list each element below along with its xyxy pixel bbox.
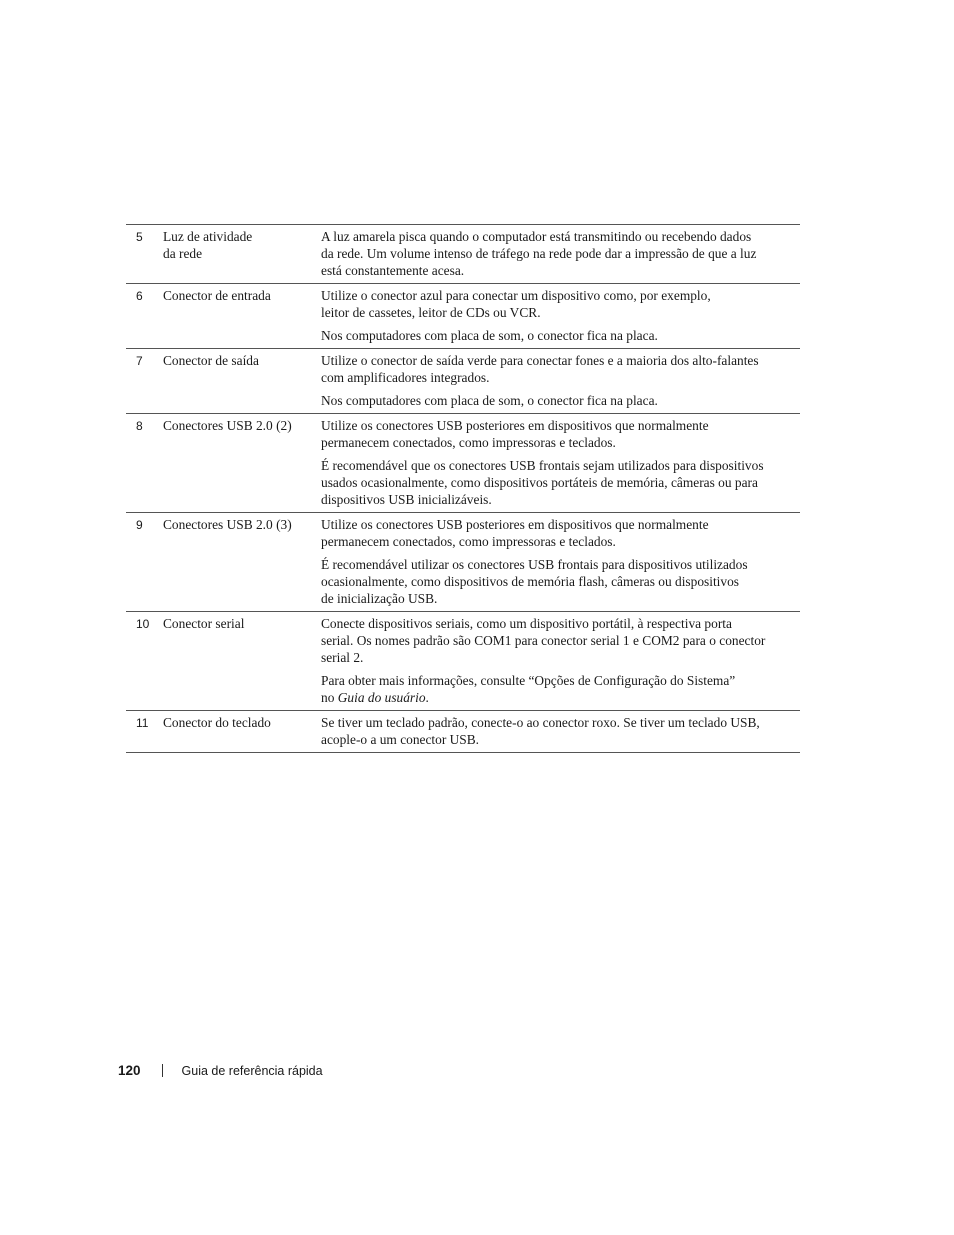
description-line: no Guia do usuário. [321, 690, 429, 705]
description-line: serial 2. [321, 650, 364, 665]
table-row [126, 225, 800, 284]
description-line: Conecte dispositivos seriais, como um dispositivo portátil, à respectiva porta [321, 616, 732, 631]
connector-name [163, 516, 321, 607]
row-number: 6 [136, 289, 143, 303]
table-row [126, 284, 800, 349]
description-paragraph [321, 556, 800, 607]
row-number: 8 [136, 419, 143, 433]
row-number: 10 [136, 617, 150, 631]
description-line: Para obter mais informações, consulte “Opções de Configuração do Sistema” [321, 673, 736, 688]
description-line: acople-o a um conector USB. [321, 732, 480, 747]
connector-description [321, 287, 800, 344]
connector-description [321, 228, 800, 279]
table-row [126, 414, 800, 513]
footer-title: Guia de referência rápida [181, 1063, 323, 1078]
description-line: Utilize os conectores USB posteriores em dispositivos que normalmente [321, 517, 709, 532]
connector-name-line: da rede [163, 246, 203, 261]
row-number: 5 [136, 230, 143, 244]
description-paragraph [321, 327, 800, 344]
description-paragraph [321, 417, 800, 451]
connector-description [321, 714, 800, 748]
connector-name-line: Conector de saída [163, 353, 259, 368]
page-footer [118, 1063, 323, 1078]
description-line: Se tiver um teclado padrão, conecte-o ao conector roxo. Se tiver um teclado USB, [321, 715, 760, 730]
description-paragraph [321, 392, 800, 409]
connector-name-line: Conector do teclado [163, 715, 271, 730]
connector-description [321, 615, 800, 706]
description-line: É recomendável que os conectores USB frontais sejam utilizados para dispositivos [321, 458, 764, 473]
description-paragraph [321, 672, 800, 706]
connector-name [163, 615, 321, 706]
row-number: 7 [136, 354, 143, 368]
description-line: A luz amarela pisca quando o computador está transmitindo ou recebendo dados [321, 229, 752, 244]
description-line: dispositivos USB inicializáveis. [321, 492, 492, 507]
row-number: 9 [136, 518, 143, 532]
description-line: Utilize o conector azul para conectar um dispositivo como, por exemplo, [321, 288, 711, 303]
description-line: ocasionalmente, como dispositivos de memória flash, câmeras ou dispositivos [321, 574, 740, 589]
description-line: está constantemente acesa. [321, 263, 465, 278]
description-paragraph [321, 352, 800, 386]
connector-table [126, 224, 800, 753]
description-paragraph [321, 714, 800, 748]
description-line: com amplificadores integrados. [321, 370, 490, 385]
description-paragraph [321, 516, 800, 550]
connector-name [163, 714, 321, 748]
connector-name-line: Conector serial [163, 616, 245, 631]
description-paragraph [321, 228, 800, 279]
description-line: Utilize os conectores USB posteriores em dispositivos que normalmente [321, 418, 709, 433]
table-row [126, 711, 800, 753]
description-line: usados ocasionalmente, como dispositivos portáteis de memória, câmeras ou para [321, 475, 758, 490]
table-row [126, 349, 800, 414]
description-line: permanecem conectados, como impressoras e teclados. [321, 435, 616, 450]
description-line: Utilize o conector de saída verde para conectar fones e a maioria dos alto-falantes [321, 353, 759, 368]
page-number: 120 [118, 1063, 141, 1078]
connector-description [321, 516, 800, 607]
connector-name [163, 352, 321, 409]
connector-description [321, 352, 800, 409]
table-row [126, 612, 800, 711]
description-line: permanecem conectados, como impressoras e teclados. [321, 534, 616, 549]
description-paragraph [321, 457, 800, 508]
connector-name [163, 417, 321, 508]
description-line: Nos computadores com placa de som, o conector fica na placa. [321, 393, 658, 408]
footer-separator [162, 1064, 163, 1077]
table-row [126, 513, 800, 612]
description-line: Nos computadores com placa de som, o conector fica na placa. [321, 328, 658, 343]
connector-name-line: Conectores USB 2.0 (2) [163, 418, 292, 433]
connector-description [321, 417, 800, 508]
description-paragraph [321, 615, 800, 666]
description-paragraph [321, 287, 800, 321]
description-line: da rede. Um volume intenso de tráfego na rede pode dar a impressão de que a luz [321, 246, 757, 261]
description-line: É recomendável utilizar os conectores USB frontais para dispositivos utilizados [321, 557, 748, 572]
description-line: leitor de cassetes, leitor de CDs ou VCR. [321, 305, 541, 320]
connector-name [163, 287, 321, 344]
connector-name-line: Conectores USB 2.0 (3) [163, 517, 292, 532]
connector-name [163, 228, 321, 279]
description-line: de inicialização USB. [321, 591, 438, 606]
connector-name-line: Conector de entrada [163, 288, 271, 303]
row-number: 11 [136, 716, 149, 730]
description-line: serial. Os nomes padrão são COM1 para conector serial 1 e COM2 para o conector [321, 633, 766, 648]
connector-name-line: Luz de atividade [163, 229, 253, 244]
